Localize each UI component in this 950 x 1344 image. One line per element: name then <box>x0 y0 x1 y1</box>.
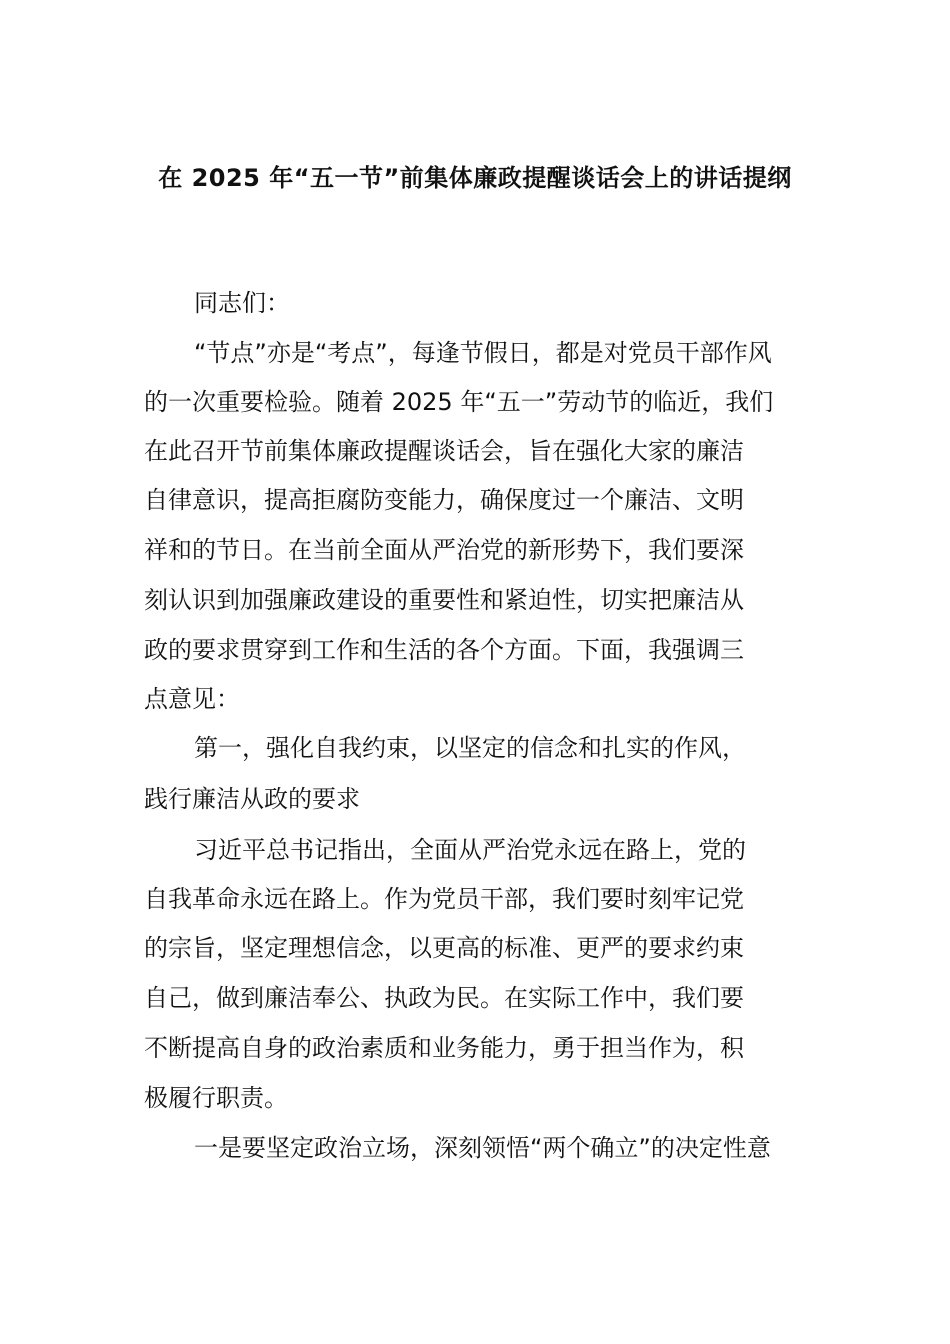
body-line: 自律意识，提高拒腐防变能力，确保度过一个廉洁、文明 <box>144 486 744 514</box>
body-line: 的宗旨，坚定理想信念，以更高的标准、更严的要求约束 <box>144 934 744 962</box>
body-line: 在此召开节前集体廉政提醒谈话会，旨在强化大家的廉洁 <box>144 437 744 465</box>
salutation-line: 同志们： <box>194 289 290 317</box>
body-line: 一是要坚定政治立场，深刻领悟“两个确立”的决定性意 <box>194 1134 771 1162</box>
body-line: 刻认识到加强廉政建设的重要性和紧迫性，切实把廉洁从 <box>144 586 744 614</box>
body-line: 习近平总书记指出，全面从严治党永远在路上，党的 <box>194 836 746 864</box>
body-line: “节点”亦是“考点”，每逢节假日，都是对党员干部作风 <box>194 339 772 367</box>
section-heading-line: 践行廉洁从政的要求 <box>144 785 360 813</box>
body-line: 不断提高自身的政治素质和业务能力，勇于担当作为，积 <box>144 1034 744 1062</box>
body-line: 自己，做到廉洁奉公、执政为民。在实际工作中，我们要 <box>144 984 744 1012</box>
body-line: 点意见： <box>144 685 240 713</box>
body-line: 自我革命永远在路上。作为党员干部，我们要时刻牢记党 <box>144 885 744 913</box>
body-line: 祥和的节日。在当前全面从严治党的新形势下，我们要深 <box>144 536 744 564</box>
section-heading-line: 第一，强化自我约束，以坚定的信念和扎实的作风， <box>194 734 746 762</box>
body-line: 极履行职责。 <box>144 1084 288 1112</box>
body-line: 的一次重要检验。随着 2025 年“五一”劳动节的临近，我们 <box>144 388 774 416</box>
body-line: 政的要求贯穿到工作和生活的各个方面。下面，我强调三 <box>144 636 744 664</box>
document-title: 在 2025 年“五一节”前集体廉政提醒谈话会上的讲话提纲 <box>158 164 792 192</box>
